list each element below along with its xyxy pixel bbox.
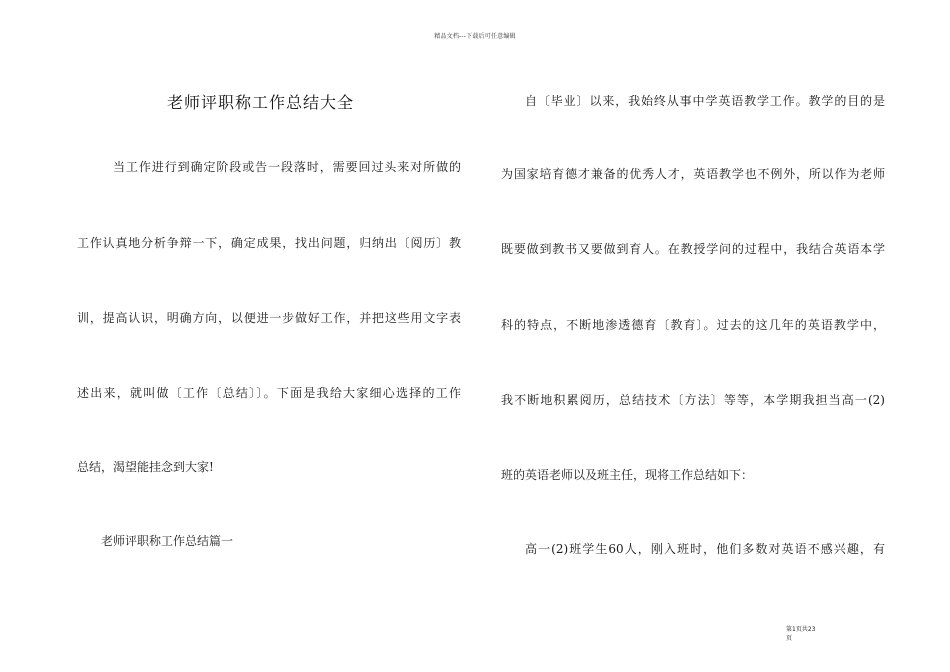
text-line: 述出来，就叫做〔工作〔总结〕〕。下面是我给大家细心选择的工作	[77, 386, 461, 400]
header-note: 精品文档---下载后可任意编辑	[434, 33, 516, 40]
page-number	[786, 625, 840, 643]
text-line: 高一(2)班学生60人，刚入班时，他们多数对英语不感兴趣，有	[525, 542, 885, 556]
text-line: 既要做到教书又要做到育人。在教授学问的过程中，我结合英语本学	[501, 242, 885, 256]
document-title: 老师评职称工作总结大全	[167, 93, 355, 112]
text-line: 班的英语老师以及班主任，现将工作总结如下：	[501, 468, 754, 482]
left-column	[77, 0, 461, 672]
section-heading: 老师评职称工作总结篇一	[101, 534, 234, 548]
text-line: 我不断地积累阅历，总结技术〔方法〕等等，本学期我担当高一(2)	[501, 393, 885, 407]
text-line: 当工作进行到确定阶段或告一段落时，需要回过头来对所做的	[113, 160, 461, 174]
text-line: 训，提高认识，明确方向，以便进一步做好工作，并把这些用文字表	[77, 311, 461, 325]
page-number-label: 第1页共23	[786, 626, 816, 633]
page-number-label-cont: 页	[786, 635, 793, 642]
right-column	[501, 0, 885, 672]
text-line: 总结，渴望能挂念到大家!	[77, 460, 214, 474]
text-line: 科的特点，不断地渗透德育〔教育〕。过去的这几年的英语教学中，	[501, 318, 885, 332]
text-line: 为国家培育德才兼备的优秀人才，英语教学也不例外，所以作为老师	[501, 167, 885, 181]
text-line: 工作认真地分析争辩一下，确定成果，找出问题，归纳出〔阅历〕教	[77, 236, 461, 250]
text-line: 自〔毕业〕以来，我始终从事中学英语教学工作。教学的目的是	[525, 94, 885, 108]
